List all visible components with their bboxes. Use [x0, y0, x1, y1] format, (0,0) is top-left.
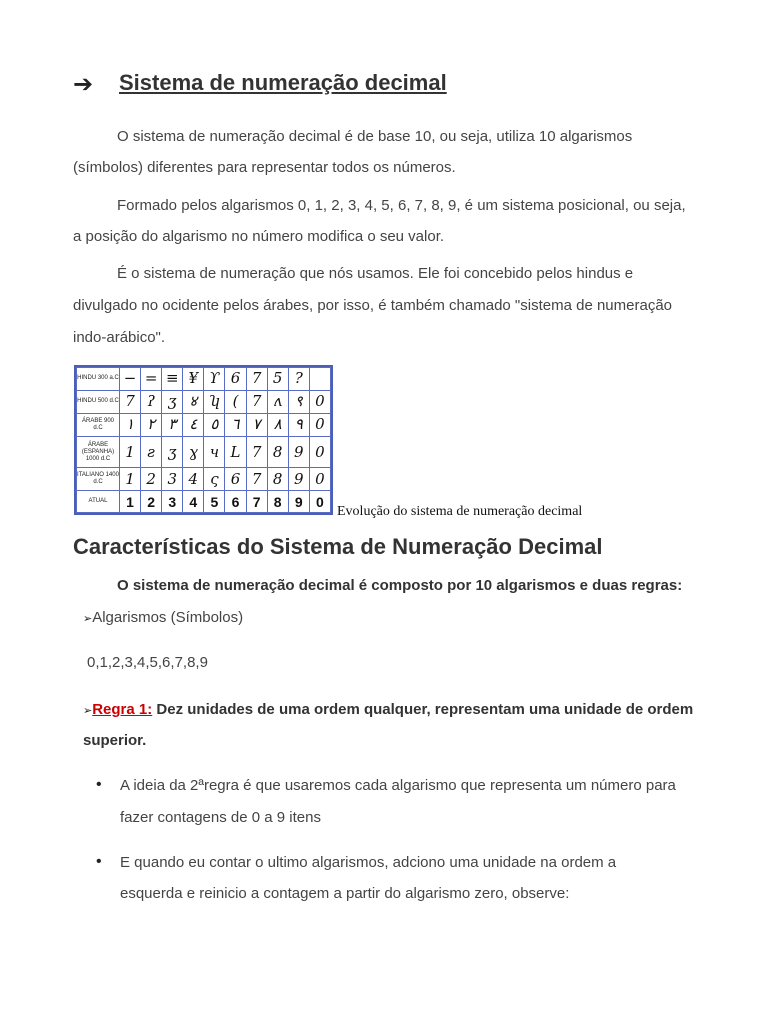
numeral-cell: 0	[309, 491, 330, 513]
paragraph-3-line-3: indo-arábico".	[73, 329, 166, 346]
numeral-cell: ¥	[183, 368, 204, 391]
numeral-cell: 2	[141, 491, 162, 513]
numeral-cell: ٦	[225, 413, 246, 436]
numeral-cell: ʒ	[162, 436, 183, 468]
numeral-cell: ١	[120, 413, 141, 436]
bullet-1-line-1: A ideia da 2ªregra é que usaremos cada algarismo que representa um número para	[120, 777, 676, 794]
table-row	[77, 468, 331, 491]
bullet-2-line-2: esquerda e reinicio a contagem a partir do algarismo zero, observe:	[120, 885, 570, 902]
numeral-cell: 0	[309, 390, 330, 413]
numeral-cell: 5	[204, 491, 225, 513]
numeral-cell: ٩	[288, 413, 309, 436]
bullet-icon: •	[96, 853, 102, 870]
numeral-cell: ƨ	[141, 436, 162, 468]
table-row	[77, 491, 331, 513]
numeral-cell: 7	[120, 390, 141, 413]
numeral-evolution-figure	[74, 365, 333, 515]
section-intro: O sistema de numeração decimal é composto por 10 algarismos e duas regras:	[117, 577, 683, 594]
numeral-cell: 9	[288, 468, 309, 491]
paragraph-1-line-2: (símbolos) diferentes para representar todos os números.	[73, 159, 456, 176]
numeral-cell: ४	[183, 390, 204, 413]
rule-1-text: Dez unidades de uma ordem qualquer, representam uma unidade de ordem	[152, 701, 694, 718]
numeral-cell: 7	[246, 491, 267, 513]
numeral-cell	[309, 368, 330, 391]
numeral-cell: 7	[246, 368, 267, 391]
bullet-1-line-2: fazer contagens de 0 a 9 itens	[120, 809, 321, 826]
rule-1-line-1	[83, 701, 693, 718]
numeral-cell: 7	[246, 468, 267, 491]
numeral-cell: ɣ	[183, 436, 204, 468]
numeral-cell: 9	[288, 436, 309, 468]
paragraph-3-line-1: É o sistema de numeração que nós usamos. Ele foi concebido pelos hindus e	[117, 265, 634, 282]
numeral-cell: ٤	[183, 413, 204, 436]
list-item-label: Algarismos (Símbolos)	[92, 609, 244, 626]
bullet-icon: •	[96, 776, 102, 793]
numeral-cell: (	[225, 390, 246, 413]
numeral-cell: ?	[288, 368, 309, 391]
numeral-cell: 3	[162, 468, 183, 491]
row-label: HINDU 500 d.C	[77, 390, 120, 413]
numeral-cell: ٧	[246, 413, 267, 436]
bullet-2-line-1: E quando eu contar o ultimo algarismos, adciono uma unidade na ordem a	[120, 854, 617, 871]
paragraph-2-line-1: Formado pelos algarismos 0, 1, 2, 3, 4, 5, 6, 7, 8, 9, é um sistema posicional, ou seja,	[117, 197, 686, 214]
numeral-cell: ч	[204, 436, 225, 468]
numeral-cell: 0	[309, 436, 330, 468]
numeral-cell: ʔ	[141, 390, 162, 413]
numeral-cell: 0	[309, 468, 330, 491]
numeral-cell: ٣	[162, 413, 183, 436]
arrow-right-icon: ➔	[73, 70, 94, 98]
row-label: ÁRABE 900 d.C	[77, 413, 120, 436]
numeral-cell: 1	[120, 468, 141, 491]
rule-1-label: Regra 1:	[92, 701, 153, 718]
numeral-cell: ϒ	[204, 368, 225, 391]
numeral-cell: 4	[183, 468, 204, 491]
row-label: ÁRABE (ESPANHA) 1000 d.C	[77, 436, 120, 468]
numeral-cell: L	[225, 436, 246, 468]
rule-1-line-2: superior.	[83, 732, 147, 749]
numeral-cell: ʌ	[267, 390, 288, 413]
numeral-cell: ९	[288, 390, 309, 413]
paragraph-2-line-2: a posição do algarismo no número modifica o seu valor.	[73, 228, 445, 245]
numeral-cell: 6	[225, 468, 246, 491]
numeral-cell: =	[141, 368, 162, 391]
row-label: ITALIANO 1400 d.C	[77, 468, 120, 491]
figure-caption: Evolução do sistema de numeração decimal	[337, 504, 583, 519]
numeral-cell: 6	[225, 491, 246, 513]
row-label: ATUAL	[77, 491, 120, 513]
numeral-cell: ʮ	[204, 390, 225, 413]
arrow-bullet-icon: ➢	[83, 612, 93, 625]
numeral-cell: 1	[120, 491, 141, 513]
table-row	[77, 413, 331, 436]
numeral-cell: 3	[162, 491, 183, 513]
numeral-cell: 6	[225, 368, 246, 391]
arrow-bullet-icon: ➢	[83, 704, 93, 717]
row-label: HINDU 300 a.C	[77, 368, 120, 391]
numeral-cell: 2	[141, 468, 162, 491]
numeral-cell: ٥	[204, 413, 225, 436]
numeral-cell: ς	[204, 468, 225, 491]
numeral-cell: ٢	[141, 413, 162, 436]
numeral-cell: 8	[267, 436, 288, 468]
numeral-cell: 1	[120, 436, 141, 468]
table-row	[77, 436, 331, 468]
numeral-cell: ≡	[162, 368, 183, 391]
table-row	[77, 368, 331, 391]
numeral-cell: 4	[183, 491, 204, 513]
numeral-evolution-table	[76, 367, 331, 513]
table-row	[77, 390, 331, 413]
list-item-algarismos	[83, 609, 243, 626]
numeral-cell: 8	[267, 468, 288, 491]
section-title: Características do Sistema de Numeração Decimal	[73, 534, 603, 559]
numeral-cell: 7	[246, 390, 267, 413]
numeral-cell: 9	[288, 491, 309, 513]
numeral-cell: −	[120, 368, 141, 391]
paragraph-1-line-1: O sistema de numeração decimal é de base 10, ou seja, utiliza 10 algarismos	[117, 128, 633, 145]
page-title: Sistema de numeração decimal	[119, 70, 447, 95]
numeral-cell: 7	[246, 436, 267, 468]
paragraph-3-line-2: divulgado no ocidente pelos árabes, por isso, é também chamado "sistema de numeração	[73, 297, 673, 314]
numeral-cell: ʒ	[162, 390, 183, 413]
numeral-cell: 0	[309, 413, 330, 436]
digits-list: 0,1,2,3,4,5,6,7,8,9	[87, 654, 208, 671]
numeral-cell: 5	[267, 368, 288, 391]
numeral-cell: 8	[267, 491, 288, 513]
numeral-cell: ٨	[267, 413, 288, 436]
